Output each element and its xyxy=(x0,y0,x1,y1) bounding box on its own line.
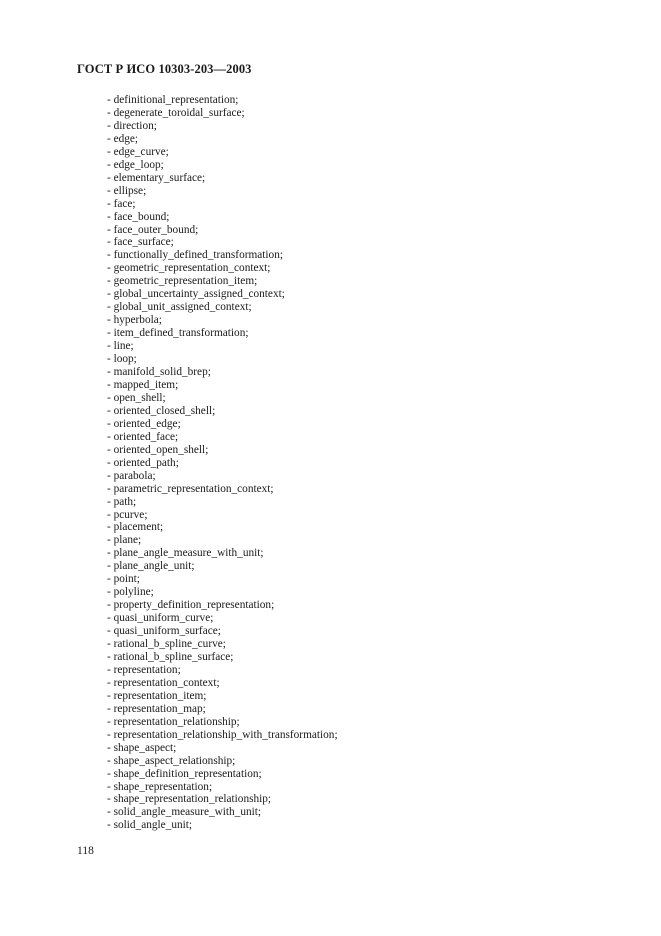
list-item: - item_defined_transformation; xyxy=(107,327,249,340)
list-item: - face_bound; xyxy=(107,210,170,223)
list-item: - face_surface; xyxy=(107,236,174,249)
list-item: - parametric_representation_context; xyxy=(107,482,274,495)
list-item: - edge; xyxy=(107,132,139,145)
list-item: - edge_curve; xyxy=(107,145,169,158)
list-item: - rational_b_spline_surface; xyxy=(107,650,234,663)
list-item: - loop; xyxy=(107,353,137,366)
list-item: - geometric_representation_item; xyxy=(107,275,258,288)
list-item: - geometric_representation_context; xyxy=(107,262,271,275)
list-item: - mapped_item; xyxy=(107,378,179,391)
list-item: - shape_definition_representation; xyxy=(107,767,262,780)
list-item: - point; xyxy=(107,573,140,586)
list-item: - solid_angle_unit; xyxy=(107,819,193,832)
list-item: - property_definition_representation; xyxy=(107,599,275,612)
list-item: - shape_representation; xyxy=(107,780,213,793)
list-item: - degenerate_toroidal_surface; xyxy=(107,106,245,119)
list-item: - oriented_open_shell; xyxy=(107,443,209,456)
list-item: - representation_context; xyxy=(107,676,220,689)
list-item: - global_uncertainty_assigned_context; xyxy=(107,288,285,301)
list-item: - hyperbola; xyxy=(107,314,162,327)
list-item: - representation_item; xyxy=(107,689,207,702)
list-item: - pcurve; xyxy=(107,508,148,521)
list-item: - open_shell; xyxy=(107,391,166,404)
list-item: - line; xyxy=(107,340,134,353)
list-item: - face; xyxy=(107,197,136,210)
list-item: - edge_loop; xyxy=(107,158,164,171)
list-item: - oriented_edge; xyxy=(107,417,181,430)
list-item: - representation_relationship; xyxy=(107,715,240,728)
entity-list xyxy=(107,94,338,832)
list-item: - polyline; xyxy=(107,586,154,599)
list-item: - direction; xyxy=(107,119,157,132)
list-item: - solid_angle_measure_with_unit; xyxy=(107,806,262,819)
list-item: - parabola; xyxy=(107,469,156,482)
list-item: - oriented_face; xyxy=(107,430,179,443)
list-item: - path; xyxy=(107,495,137,508)
list-item: - ellipse; xyxy=(107,184,147,197)
list-item: - elementary_surface; xyxy=(107,171,206,184)
list-item: - face_outer_bound; xyxy=(107,223,199,236)
list-item: - rational_b_spline_curve; xyxy=(107,638,226,651)
list-item: - shape_representation_relationship; xyxy=(107,793,272,806)
list-item: - shape_aspect; xyxy=(107,741,177,754)
list-item: - representation_map; xyxy=(107,702,206,715)
list-item: - oriented_path; xyxy=(107,456,179,469)
list-item: - plane_angle_measure_with_unit; xyxy=(107,547,264,560)
list-item: - representation_relationship_with_transformation; xyxy=(107,728,338,741)
list-item: - definitional_representation; xyxy=(107,94,239,106)
list-item: - shape_aspect_relationship; xyxy=(107,754,236,767)
list-item: - plane_angle_unit; xyxy=(107,560,195,573)
list-item: - oriented_closed_shell; xyxy=(107,404,216,417)
list-item: - quasi_uniform_curve; xyxy=(107,612,214,625)
list-item: - manifold_solid_brep; xyxy=(107,366,211,379)
page-header: ГОСТ Р ИСО 10303-203—2003 xyxy=(77,62,252,76)
page-number: 118 xyxy=(77,845,94,857)
list-item: - plane; xyxy=(107,534,142,547)
list-item: - global_unit_assigned_context; xyxy=(107,301,252,314)
list-item: - quasi_uniform_surface; xyxy=(107,625,221,638)
list-item: - representation; xyxy=(107,663,181,676)
list-item: - placement; xyxy=(107,521,164,534)
list-item: - functionally_defined_transformation; xyxy=(107,249,283,262)
